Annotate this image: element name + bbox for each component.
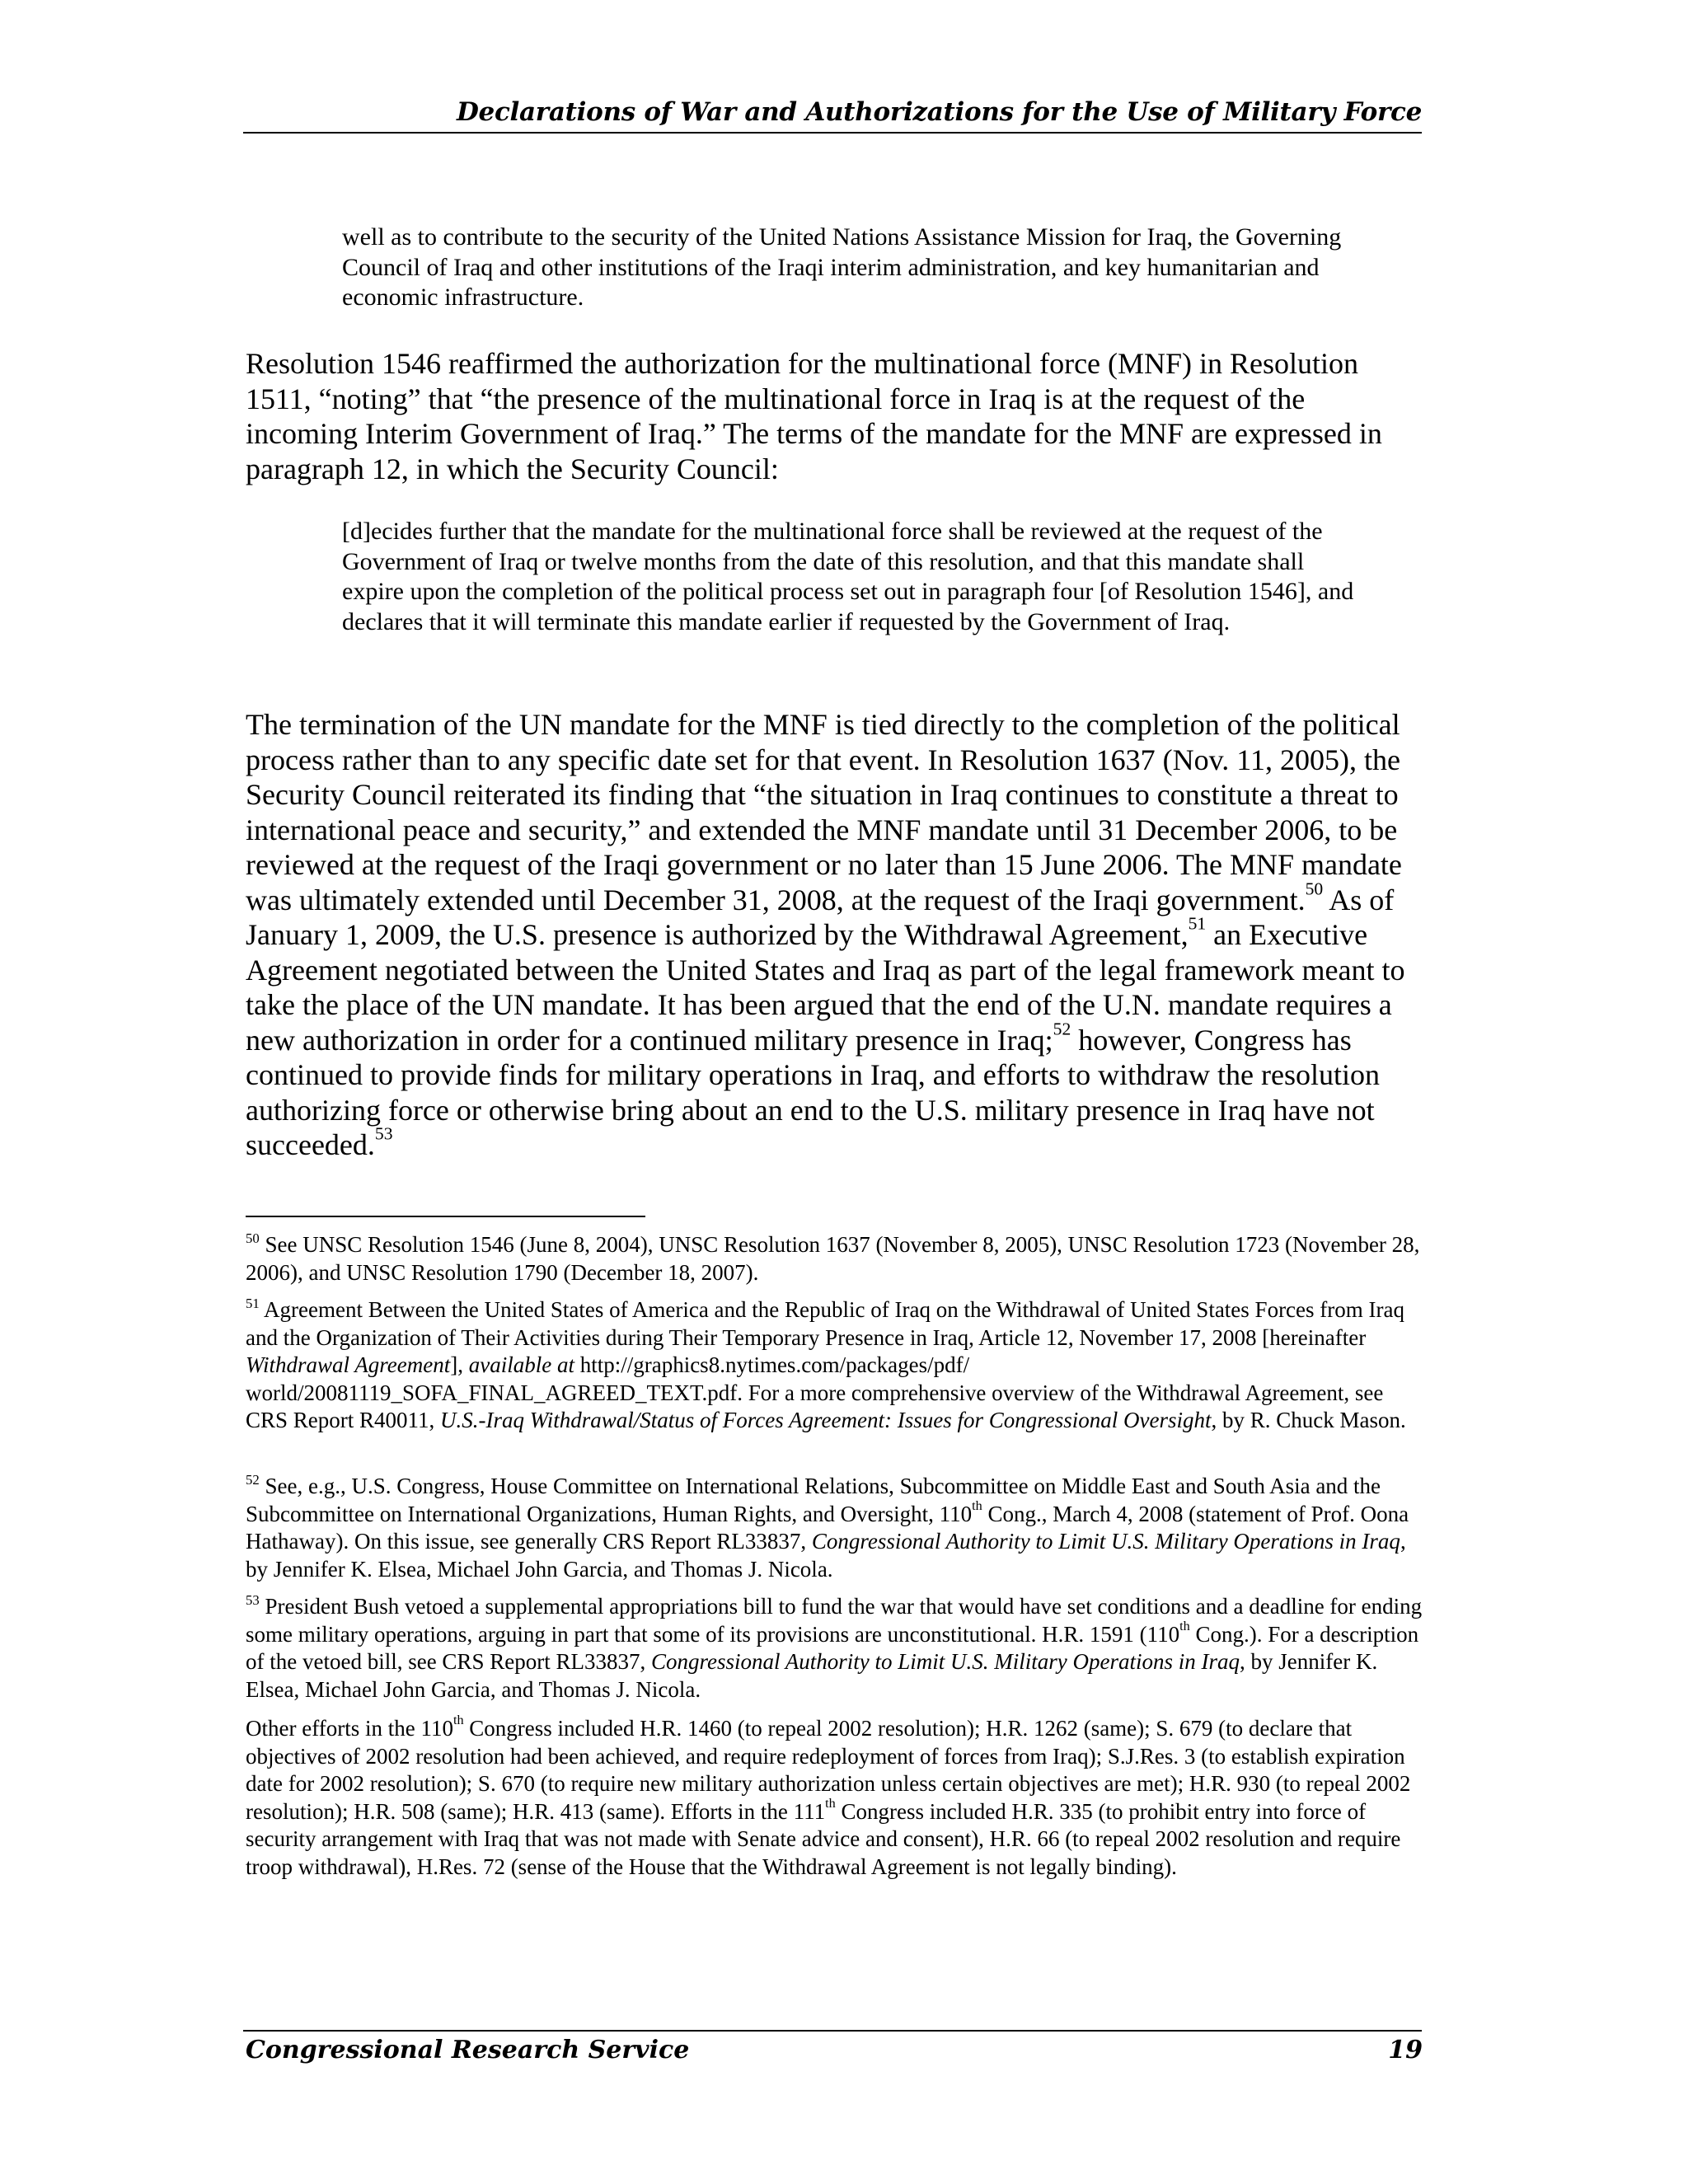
footnote-text: Other efforts in the 110 (246, 1716, 453, 1741)
footer-rule (243, 2030, 1422, 2032)
paragraph-2-text: As of January 1, 2009, the U.S. presence is authorized by the Withdrawal Agreement, (246, 883, 1395, 951)
footnote-text: http://graphics8.nytimes.com/packages/pdf/ world/20081119_SOFA_FINAL_AGREED_TEXT.pdf. For a more comprehensive overview of the Withdrawal Agreement, see CRS Report R40011, (246, 1352, 1384, 1432)
ordinal-suffix: th (825, 1795, 836, 1811)
footnote-51 (246, 1296, 1424, 1435)
footnote-53 (246, 1593, 1424, 1704)
footnote-mark: 50 (246, 1230, 260, 1247)
footnote-text: Agreement Between the United States of America and the Republic of Iraq on the Withdrawal of United States Forces from Iraq and the Organization of Their Activities during Their Temporary Presence in Iraq, Article 12, November 17, 2008 [hereinafter (246, 1297, 1404, 1350)
page-number: 19 (1388, 2036, 1423, 2064)
ordinal-suffix: th (972, 1497, 982, 1513)
footer-publisher: Congressional Research Service (246, 2036, 690, 2064)
footnote-mark: 53 (246, 1592, 260, 1609)
paragraph-2-text: an Executive Agreement negotiated between the United States and Iraq as part of the legal framework meant to take the place of the UN mandate. It has been argued that the end of the U.N. mandate requires a new authorization in order for a continued military presence in Iraq; (246, 918, 1405, 1057)
footnote-text: President Bush vetoed a supplemental appropriations bill to fund the war that would have set conditions and a deadline for ending some military operations, arguing in part that some of its provisions are unconstitutional. H.R. 1591 (110 (246, 1594, 1423, 1647)
footnote-italic: Congressional Authority to Limit U.S. Military Operations in Iraq (650, 1649, 1240, 1674)
footnote-text: , by Jennifer K. Elsea, Michael John Garcia, and Thomas J. Nicola. (246, 1529, 1406, 1582)
paragraph-2-text: however, Congress has continued to provide finds for military operations in Iraq, and efforts to withdraw the resolution authorizing force or otherwise bring about an end to the U.S. military presence in Iraq have not succeeded. (246, 1023, 1381, 1161)
ordinal-suffix: th (452, 1713, 464, 1728)
footnote-text: ], (450, 1352, 469, 1377)
footnote-mark: 51 (246, 1296, 260, 1312)
footnote-ref-53[interactable]: 53 (374, 1123, 393, 1144)
footnote-text: , by R. Chuck Mason. (1211, 1408, 1406, 1432)
footnote-text: Cong., March 4, 2008 (statement of Prof. Oona Hathaway). On this issue, see generally CRS Report RL33837, (246, 1501, 1409, 1554)
header-rule (243, 132, 1422, 134)
footnote-53-continued (246, 1715, 1424, 1881)
footnote-52 (246, 1473, 1424, 1583)
footnote-text: , by Jennifer K. Elsea, Michael John Garcia, and Thomas J. Nicola. (246, 1649, 1378, 1702)
ordinal-suffix: th (1179, 1618, 1190, 1633)
block-quote-2: [d]ecides further that the mandate for the multinational force shall be reviewed at the request of the Government of Iraq or twelve months from the date of this resolution, and that this mandate shall expire upon the completion of the political process set out in paragraph four [of Resolution 1546], and declares that it will terminate this mandate earlier if requested by the Government of Iraq. (342, 518, 1354, 635)
footnote-italic: available at (468, 1352, 574, 1377)
footnote-text: Congress included H.R. 335 (to prohibit entry into force of security arrangement with Iraq that was not made with Senate advice and consent), H.R. 66 (to repeal 2002 resolution and require troop withdrawal), H.Res. 72 (sense of the House that the Withdrawal Agreement is not legally binding). (246, 1798, 1401, 1879)
paragraph-2 (246, 707, 1424, 1163)
footnote-italic: Congressional Authority to Limit U.S. Military Operations in Iraq (811, 1529, 1400, 1554)
footnote-ref-50[interactable]: 50 (1305, 879, 1324, 899)
footnote-italic: Withdrawal Agreement (246, 1352, 451, 1377)
footnote-text: Cong.). For a description of the vetoed bill, see CRS Report RL33837, (246, 1621, 1419, 1674)
paragraph-1: Resolution 1546 reaffirmed the authorization for the multinational force (MNF) in Resolution 1511, “noting” that “the presence of the multinational force in Iraq is at the request of the incoming Interim Government of Iraq.” The terms of the mandate for the MNF are expressed in paragraph 12, in which the Security Council: (246, 347, 1382, 485)
block-quote-1: well as to contribute to the security of the United Nations Assistance Mission for Iraq, the Governing Council of Iraq and other institutions of the Iraqi interim administration, and key humanitarian and economic infrastructure. (342, 223, 1342, 311)
footnote-text: Congress included H.R. 1460 (to repeal 2002 resolution); H.R. 1262 (same); S. 679 (to declare that objectives of 2002 resolution had been achieved, and require redeployment of forces from Iraq); S.J.Res. 3 (to establish expiration date for 2002 resolution); S. 670 (to require new military authorization unless certain objectives are met); H.R. 930 (to repeal 2002 resolution); H.R. 508 (same); H.R. 413 (same). Efforts in the 111 (246, 1716, 1411, 1824)
footnote-ref-51[interactable]: 51 (1188, 913, 1207, 934)
footnote-italic: U.S.-Iraq Withdrawal/Status of Forces Agreement: Issues for Congressional Oversight (440, 1408, 1212, 1432)
footnote-text: See, e.g., U.S. Congress, House Committee on International Relations, Subcommittee on Middle East and South Asia and the Subcommittee on International Organizations, Human Rights, and Oversight, 110 (246, 1474, 1381, 1526)
running-header: Declarations of War and Authorizations for the Use of Military Force (456, 97, 1422, 127)
footnote-mark: 52 (246, 1472, 260, 1488)
footnote-separator (246, 1216, 645, 1217)
footnote-ref-52[interactable]: 52 (1053, 1019, 1071, 1039)
footnote-text: See UNSC Resolution 1546 (June 8, 2004), UNSC Resolution 1637 (November 8, 2005), UNSC Resolution 1723 (November 28, 2006), and UNSC Resolution 1790 (December 18, 2007). (246, 1232, 1420, 1285)
footnote-50 (246, 1231, 1424, 1286)
paragraph-2-text: The termination of the UN mandate for the MNF is tied directly to the completion of the political process rather than to any specific date set for that event. In Resolution 1637 (Nov. 11, 2005), the Security Council reiterated its finding that “the situation in Iraq continues to constitute a threat to international peace and security,” and extended the MNF mandate until 31 December 2006, to be reviewed at the request of the Iraqi government or no later than 15 June 2006. The MNF mandate was ultimately extended until December 31, 2008, at the request of the Iraqi government. (246, 708, 1402, 916)
